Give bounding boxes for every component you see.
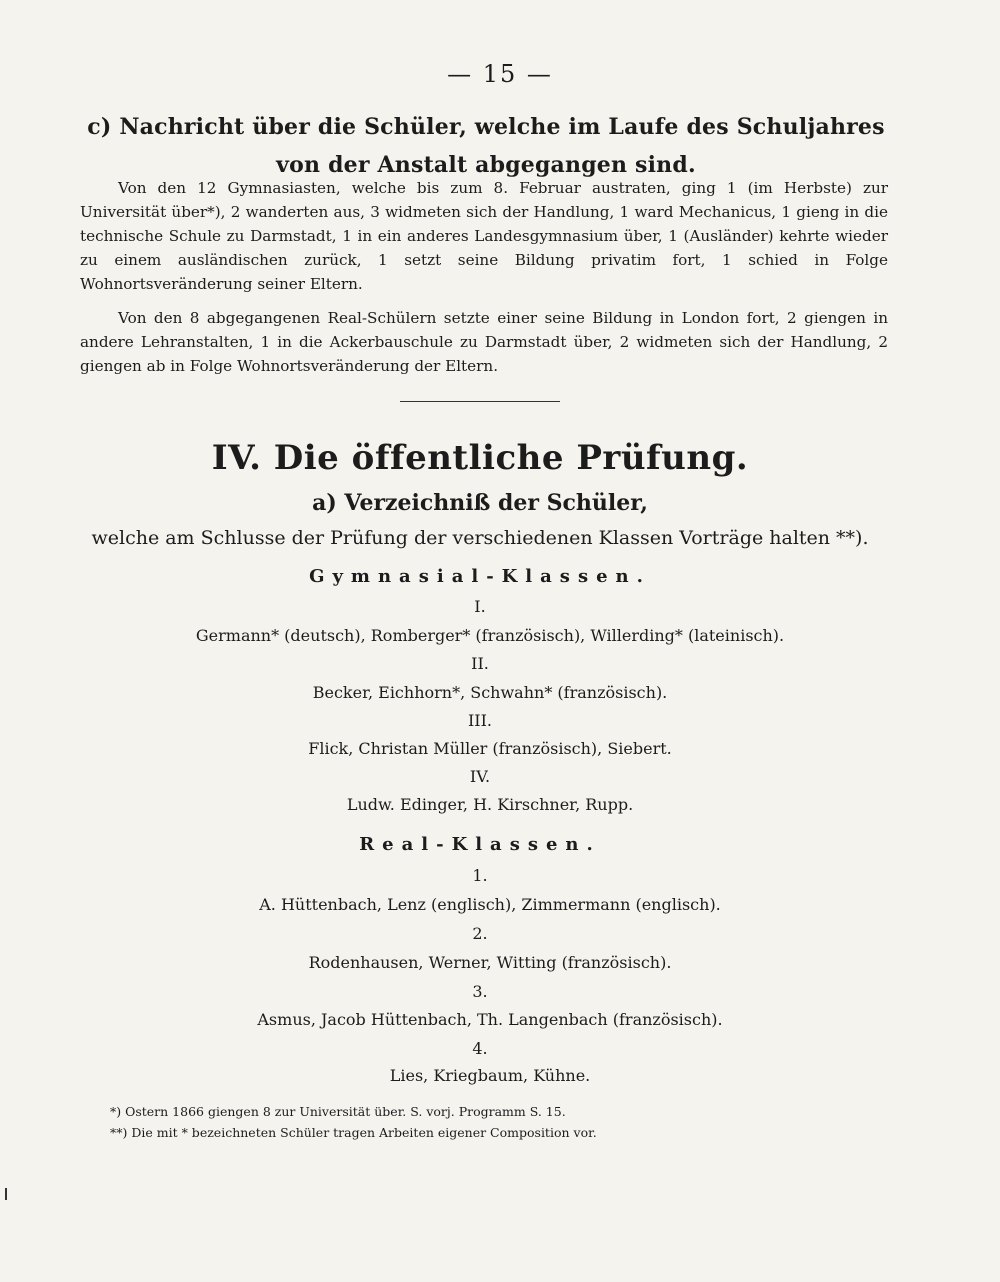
gymnasial-class-names: Becker, Eichhorn*, Schwahn* (französisch).: [312, 683, 668, 702]
real-heading: Real-Klassen.: [359, 834, 601, 855]
page-number: — 15 —: [447, 60, 553, 88]
margin-mark: [5, 1188, 7, 1200]
footnote: **) Die mit * bezeichneten Schüler tragen Arbeiten eigener Composition vor.: [110, 1125, 597, 1140]
gymnasial-class-names: Ludw. Edinger, H. Kirschner, Rupp.: [346, 795, 634, 814]
real-class-label: 4.: [472, 1039, 488, 1058]
gymnasial-heading: Gymnasial-Klassen.: [309, 566, 651, 587]
gymnasial-class-label: II.: [471, 654, 489, 673]
paragraph-real-students-text: Von den 8 abgegangenen Real-Schülern setzte einer seine Bildung in London fort, 2 giengen in andere Lehranstalten, 1 in die Ackerbauschule zu Darmstadt über, 2 widmeten sich der Handlung, 2 giengen ab in Folge Wohnortsveränderung der Eltern.: [80, 309, 888, 375]
real-class-names: Rodenhausen, Werner, Witting (französisch).: [308, 953, 672, 972]
section-heading: c) Nachricht über die Schüler, welche im Laufe des Schuljahres von der Anstalt abgegangen sind.: [87, 114, 885, 178]
paragraph-gymnasiasts-text: Von den 12 Gymnasiasten, welche bis zum 8. Februar austraten, ging 1 (im Herbste) zur Universität über*), 2 wanderten aus, 3 widmeten sich der Handlung, 1 ward Mechanicus, 1 gieng in die technische Schule zu Darmstadt, 1 in ein anderes Landesgymnasium über, 1 (Ausländer) kehrte wieder zu einem ausländischen zurück, 1 setzt seine Bildung privatim fort, 1 schied in Folge Wohnortsveränderung seiner Eltern.: [80, 179, 888, 293]
footnote: *) Ostern 1866 giengen 8 zur Universität über. S. vorj. Programm S. 15.: [110, 1104, 566, 1119]
real-class-names: A. Hüttenbach, Lenz (englisch), Zimmermann (englisch).: [259, 895, 721, 914]
gymnasial-class-label: III.: [467, 711, 493, 730]
real-class-label: 3.: [472, 982, 488, 1001]
chapter-title: IV. Die öffentliche Prüfung.: [211, 438, 749, 478]
real-class-names: Lies, Kriegbaum, Kühne.: [389, 1066, 591, 1085]
gymnasial-class-names: Flick, Christan Müller (französisch), Siebert.: [308, 739, 672, 758]
gymnasial-class-label: IV.: [469, 767, 491, 786]
gymnasial-class-label: I.: [474, 597, 486, 616]
real-class-label: 2.: [472, 924, 488, 943]
paragraph-real-students: [80, 306, 888, 378]
real-class-label: 1.: [472, 866, 488, 885]
chapter-subtitle: a) Verzeichniß der Schüler,: [312, 490, 648, 516]
paragraph-gymnasiasts: [80, 176, 888, 296]
chapter-subtitle-line2: welche am Schlusse der Prüfung der verschiedenen Klassen Vorträge halten **).: [91, 527, 869, 549]
divider-rule: [400, 401, 560, 402]
real-class-names: Asmus, Jacob Hüttenbach, Th. Langenbach (französisch).: [257, 1010, 723, 1029]
gymnasial-class-names: Germann* (deutsch), Romberger* (französisch), Willerding* (lateinisch).: [195, 626, 785, 645]
